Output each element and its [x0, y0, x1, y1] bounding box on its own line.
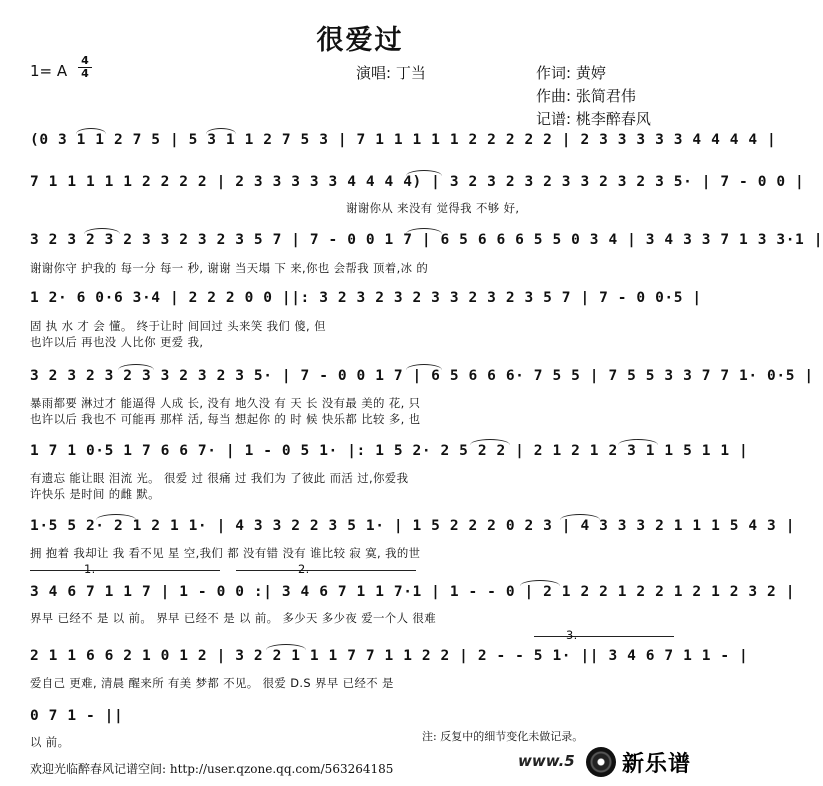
score-row-9-music: 2 1 1 6 6 2 1 0 1 2 | 3 2 2 1 1 1 7 7 1 1 2 2 | 2 - - 5 1· || 3 4 6 7 1 1 - | — [30, 648, 749, 664]
transcriber-credit: 记谱: 桃李醉春风 — [536, 110, 651, 128]
time-signature — [78, 55, 92, 80]
slur-mark — [76, 128, 106, 134]
score-row-4-music: 1 2· 6 0·6 3·4 | 2 2 2 0 0 ||: 3 2 3 2 3 2 3 3 2 3 2 3 5 7 | 7 - 0 0·5 | — [30, 290, 702, 306]
watermark-url: www.5 — [518, 752, 575, 770]
vinyl-disc-icon — [586, 747, 616, 777]
volta-label-3: 3. — [566, 628, 578, 642]
score-row-1-music: (0 3 1 1 2 7 5 | 5 3 1 1 2 7 5 3 | 7 1 1 1 1 1 2 2 2 2 2 | 2 3 3 3 3 3 4 4 4 4 | — [30, 132, 777, 148]
slur-mark — [266, 644, 306, 650]
key-signature: 1= A — [30, 62, 68, 80]
meter-bottom: 4 — [78, 67, 92, 80]
score-row-10-lyric: 以 前。 — [30, 735, 70, 749]
slur-mark — [560, 514, 600, 520]
slur-mark — [520, 580, 560, 586]
volta-bracket-1 — [30, 570, 220, 571]
volta-bracket-2 — [236, 570, 416, 571]
score-row-2-lyric: 谢谢你从 来没有 觉得我 不够 好, — [346, 201, 520, 215]
slur-mark — [84, 228, 120, 234]
volta-label-2: 2. — [298, 562, 310, 576]
slur-mark — [206, 128, 236, 134]
score-row-3-lyric: 谢谢你守 护我的 每一分 每一 秒, 谢谢 当天塌 下 来,你也 会帮我 顶着,冰 的 — [30, 261, 429, 275]
score-row-5-lyric-verse2: 也许以后 我也不 可能再 那样 活, 每当 想起你 的 时 候 快乐都 比较 多, 也 — [30, 412, 421, 426]
score-row-8-lyric: 界早 已经不 是 以 前。 界早 已经不 是 以 前。 多少天 多少夜 爱一个人 很难 — [30, 611, 436, 625]
score-row-3-music: 3 2 3 2 3 2 3 3 2 3 2 3 5 7 | 7 - 0 0 1 7 | 6 5 6 6 6 5 5 0 3 4 | 3 4 3 3 7 1 3 3·1 | — [30, 232, 823, 248]
slur-mark — [406, 170, 442, 176]
slur-mark — [406, 228, 442, 234]
volta-bracket-3 — [534, 636, 674, 637]
score-row-6-lyric: 有遗忘 能让眼 泪流 光。 很爱 过 很痛 过 我们为 了彼此 而活 过,你爱我 — [30, 471, 409, 485]
transcription-note: 注: 反复中的细节变化未做记录。 — [422, 730, 584, 743]
score-row-8-music: 3 4 6 7 1 1 7 | 1 - 0 0 :| 3 4 6 7 1 1 7·1 | 1 - - 0 | 2 1 2 2 1 2 2 1 2 1 2 3 2 | — [30, 584, 796, 600]
slur-mark — [618, 439, 658, 445]
volta-label-1: 1. — [84, 562, 96, 576]
singer-credit: 演唱: 丁当 — [356, 64, 426, 82]
slur-mark — [406, 364, 442, 370]
score-row-7-music: 1·5 5 2· 2 1 2 1 1· | 4 3 3 2 2 3 5 1· | 1 5 2 2 2 0 2 3 | 4 3 3 3 2 1 1 1 5 4 3 | — [30, 518, 796, 534]
slur-mark — [118, 364, 154, 370]
song-title: 很爱过 — [316, 25, 404, 56]
score-row-7-lyric: 拥 抱着 我却让 我 看不见 星 空,我们 都 没有错 没有 谁比较 寂 寞, 我的世 — [30, 546, 421, 560]
score-row-5-lyric: 暴雨都要 淋过才 能逼得 人成 长, 没有 地久没 有 天 长 没有最 美的 花, 只 — [30, 396, 421, 410]
score-row-4-lyric-verse2: 也许以后 再也没 人比你 更爱 我, — [30, 335, 204, 349]
slur-mark — [470, 439, 510, 445]
meter-top: 4 — [81, 54, 89, 67]
lyricist-credit: 作词: 黄婷 — [536, 64, 606, 82]
score-row-2-music: 7 1 1 1 1 1 2 2 2 2 | 2 3 3 3 3 3 4 4 4 4) | 3 2 3 2 3 2 3 3 2 3 2 3 5· | 7 - 0 0 | — [30, 174, 805, 190]
score-row-10-music: 0 7 1 - || — [30, 708, 124, 724]
footer-text: 欢迎光临醉春风记谱空间: http://user.qzone.qq.com/563264185 — [30, 762, 394, 776]
site-logo — [586, 745, 710, 779]
logo-text: 新乐谱 — [622, 751, 692, 777]
score-row-5-music: 3 2 3 2 3 2 3 3 2 3 2 3 5· | 7 - 0 0 1 7 | 6 5 6 6 6· 7 5 5 | 7 5 5 3 3 7 7 1· 0·5 | — [30, 368, 814, 384]
score-row-6-music: 1 7 1 0·5 1 7 6 6 7· | 1 - 0 5 1· |: 1 5 2· 2 5 2 2 | 2 1 2 1 2 3 1 1 5 1 1 | — [30, 443, 749, 459]
slur-mark — [96, 514, 136, 520]
composer-credit: 作曲: 张简君伟 — [536, 87, 636, 105]
score-row-6-lyric-verse2: 许快乐 是时间 的雌 默。 — [30, 487, 160, 501]
score-row-4-lyric: 固 执 水 才 会 懂。 终于让时 间回过 头来笑 我们 傻, 但 — [30, 319, 326, 333]
score-row-9-lyric: 爱自己 更难, 清晨 醒来所 有美 梦都 不见。 很爱 D.S 界早 已经不 是 — [30, 676, 394, 690]
